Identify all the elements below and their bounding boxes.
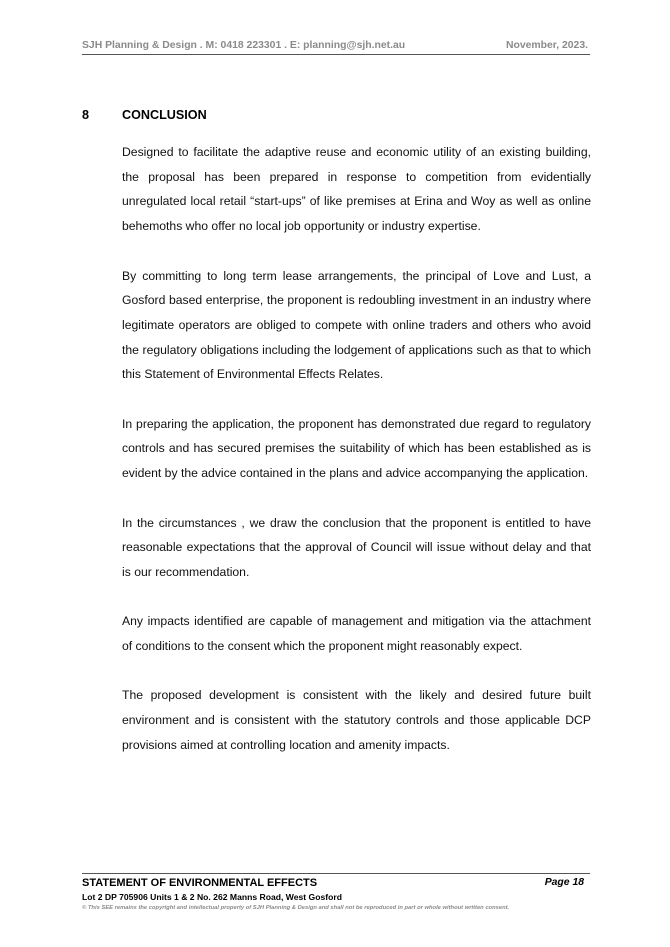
header-date: November, 2023. <box>505 40 588 51</box>
paragraph: Any impacts identified are capable of management and mitigation via the attachment of conditions to the consent which the proponent might reasonably expect. <box>122 614 591 653</box>
page-number: Page 18 <box>544 877 584 888</box>
paragraph: Designed to facilitate the adaptive reuse and economic utility of an existing building, the proposal has been prepared in response to competition from evidentially unregulated local retail “start-ups” of like premises at Erina and Woy as well as online behemoths who offer no local job opportunity or industry expertise. <box>122 145 591 234</box>
paragraph: By committing to long term lease arrangements, the principal of Love and Lust, a Gosford based enterprise, the proponent is redoubling investment in an industry where legitimate operators are obliged to compete with online traders and others who avoid the regulatory obligations including the lodgement of applications such as that to which this Statement of Environmental Effects Relates. <box>122 268 591 382</box>
paragraph: In preparing the application, the proponent has demonstrated due regard to regulatory controls and has secured premises the suitability of which has been established as is evident by the advice contained in the plans and advice accompanying the application. <box>122 416 591 481</box>
body-text <box>122 140 591 782</box>
header-contact: SJH Planning & Design . M: 0418 223301 . E: planning@sjh.net.au <box>82 40 406 51</box>
section-heading <box>82 108 207 122</box>
property-description: Lot 2 DP 705906 Units 1 & 2 No. 262 Manns Road, West Gosford <box>82 892 342 902</box>
section-number: 8 <box>82 108 90 122</box>
page-footer <box>82 873 590 913</box>
page-header <box>82 39 590 55</box>
copyright-notice: © This SEE remains the copyright and intellectual property of SJH Planning & Design and shall not be reproduced in part or whole without written consent. <box>82 905 510 911</box>
document-title: STATEMENT OF ENVIRONMENTAL EFFECTS <box>82 877 318 889</box>
paragraph: The proposed development is consistent with the likely and desired future built environment and is consistent with the statutory controls and those applicable DCP provisions aimed at controlling location and amenity impacts. <box>122 688 591 752</box>
section-title: CONCLUSION <box>122 108 207 122</box>
paragraph: In the circumstances , we draw the conclusion that the proponent is entitled to have reasonable expectations that the approval of Council will issue without delay and that is our recommendation. <box>122 515 591 579</box>
